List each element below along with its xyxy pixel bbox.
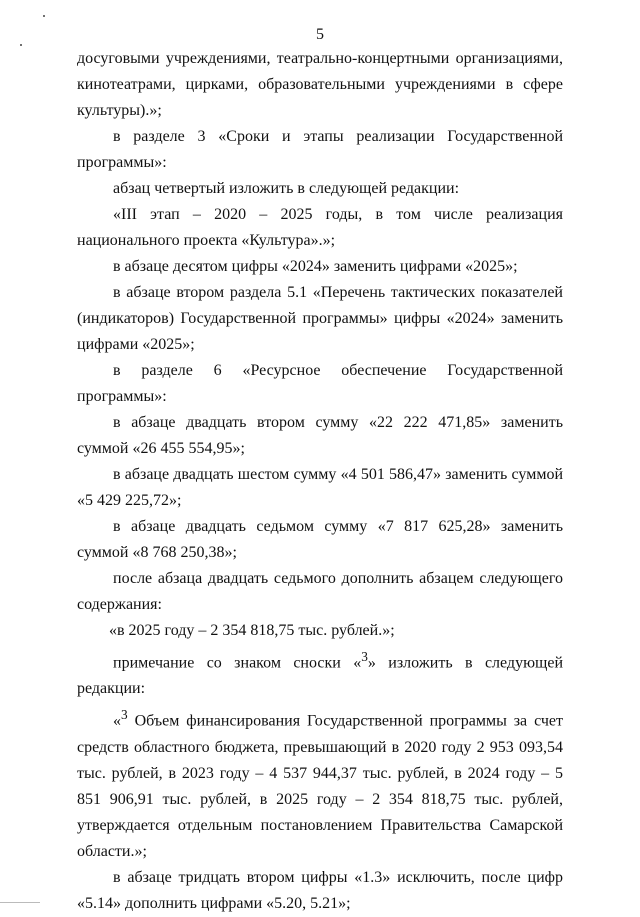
page-number: 5 [316, 26, 324, 43]
paragraph-footnote-text [77, 702, 563, 864]
paragraph-abzac-4: абзац четвертый изложить в следующей редакции: [113, 180, 460, 197]
paragraph-continuation: досуговыми учреждениями, театрально-концертными организациями, кинотеатрами, цирками, образовательными учреждениями в сфере культуры).»; [77, 50, 563, 119]
paragraph-after-abzac-27: после абзаца двадцать седьмого дополнить абзацем следующего содержания: [77, 570, 563, 613]
footnote-body: Объем финансирования Государственной программы за счет средств областного бюджета, превышающий в 2020 году 2 953 093,54 тыс. рублей, в 2023 году – 4 537 944,37 тыс. рублей, в 2024 году – 5 851 906,91 тыс. рублей, в 2025 году – 2 354 818,75 тыс. рублей, утверждается отдельным постановлением Правительства Самарской области.»; [77, 712, 563, 860]
footnote-note-before: примечание со знаком сноски « [113, 654, 362, 672]
paragraph-2025-amount: «в 2025 году – 2 354 818,75 тыс. рублей.»; [109, 622, 395, 639]
scan-speck [20, 44, 22, 46]
footnote-note-after: » изложить в следующей редакции: [77, 654, 564, 698]
paragraph-abzac-27: в абзаце двадцать седьмом сумму «7 817 625,28» заменить суммой «8 768 250,38»; [77, 518, 563, 561]
paragraph-stage-3: «III этап – 2020 – 2025 годы, в том числе реализация национального проекта «Культура».»; [77, 206, 563, 249]
document-body [77, 46, 563, 917]
paragraph-abzac-32: в абзаце тридцать втором цифры «1.3» исключить, после цифр «5.14» дополнить цифрами «5.20, 5.21»; [77, 868, 563, 912]
scan-speck [43, 15, 45, 17]
paragraph-section-3: в разделе 3 «Сроки и этапы реализации Государственной программы»: [77, 128, 563, 171]
paragraph-abzac-10: в абзаце десятом цифры «2024» заменить цифрами «2025»; [113, 258, 518, 275]
paragraph-abzac-22: в абзаце двадцать втором сумму «22 222 471,85» заменить суммой «26 455 554,95»; [77, 414, 563, 457]
paragraph-abzac-26: в абзаце двадцать шестом сумму «4 501 586,47» заменить суммой «5 429 225,72»; [77, 466, 563, 509]
scan-edge-line [0, 902, 40, 903]
footnote-marker: 3 [361, 649, 368, 664]
footnote-open-quote: « [113, 712, 121, 730]
footnote-marker: 3 [121, 707, 128, 723]
paragraph-section-6: в разделе 6 «Ресурсное обеспечение Государственной программы»: [77, 362, 563, 405]
paragraph-section-5-1: в абзаце втором раздела 5.1 «Перечень тактических показателей (индикаторов) Государственной программы» цифры «2024» заменить цифрами «2025»; [77, 284, 563, 353]
paragraph-footnote-note [77, 644, 563, 702]
